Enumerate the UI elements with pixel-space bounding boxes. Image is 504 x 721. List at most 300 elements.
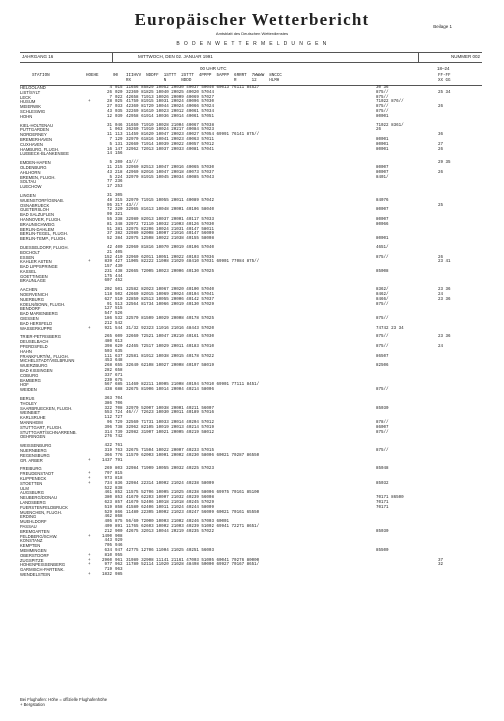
station-hoehe: 91 bbox=[106, 302, 112, 307]
station-hoehe: 77 bbox=[106, 180, 112, 185]
station-name: BREMEN, FLUGH. bbox=[20, 174, 56, 180]
station-name: HAHN bbox=[20, 348, 32, 354]
mountain-mark: + bbox=[88, 458, 91, 463]
station-data: 32260 81610 10023 20012 40061 57034 bbox=[126, 109, 214, 114]
station-hoehe: 547 bbox=[104, 312, 112, 317]
col-fff: FF-FF bbox=[438, 74, 451, 78]
station-hoehe: 503 bbox=[104, 349, 112, 354]
station-name: NUERBURG bbox=[20, 296, 44, 302]
station-name: EMDEN-HAFEN bbox=[20, 160, 51, 166]
station-name: HANNOVER, FLUGH. bbox=[20, 216, 62, 222]
station-name: MUEHLDORF bbox=[20, 519, 47, 525]
station-fff: 70171 bbox=[376, 505, 389, 510]
station-name: WEIDEN bbox=[20, 387, 37, 393]
station-name: KOELN/BONN, FLUGH. bbox=[20, 301, 66, 307]
station-number: 444 bbox=[115, 274, 123, 279]
report-subtitle: Amtsblatt des Deutschen Wetterdienstes bbox=[215, 31, 289, 36]
zeit-label: 00 UHR UTC bbox=[200, 66, 227, 71]
station-number: 510 bbox=[115, 297, 123, 302]
station-hoehe: 529 bbox=[104, 510, 112, 515]
station-number: 338 bbox=[115, 217, 123, 222]
station-group bbox=[20, 161, 482, 190]
station-number: 891 bbox=[115, 524, 123, 529]
station-hoehe: 51 bbox=[106, 227, 112, 232]
divider bbox=[418, 53, 419, 62]
station-fff: 71022 8361/ bbox=[376, 123, 404, 128]
station-hoehe: 152 bbox=[104, 255, 112, 260]
station-number: 035 bbox=[115, 109, 123, 114]
station-hoehe: 269 bbox=[104, 467, 112, 472]
station-number: 742 bbox=[115, 435, 123, 440]
station-fff: 875// bbox=[376, 448, 389, 453]
mountain-mark: + bbox=[88, 563, 91, 568]
station-name: OSNABRUECK bbox=[20, 202, 50, 208]
station-hoehe: 37 bbox=[106, 232, 112, 237]
station-data: 42465 72517 10029 20011 40183 57010 bbox=[126, 345, 214, 350]
station-data: 32564 81734 10066 20019 40130 57029 bbox=[126, 302, 214, 307]
station-rr: 25 34 bbox=[438, 90, 451, 95]
station-number: 858 bbox=[115, 505, 123, 510]
station-hoehe: 380 bbox=[104, 496, 112, 501]
station-fff: 80001 bbox=[376, 114, 389, 119]
station-number: 704 bbox=[115, 397, 123, 402]
station-hoehe: 52 bbox=[106, 237, 112, 242]
station-name: HAMBURG, FLUGH. bbox=[20, 146, 60, 152]
station-fff: 875// bbox=[376, 302, 389, 307]
station-data: 32970 61816 10041 20023 40063 57011 bbox=[126, 137, 214, 142]
station-data: 11005 82222 11008 21029 48410 57031 69901 77084 875// bbox=[126, 260, 260, 265]
station-name: STOETTEN bbox=[20, 480, 43, 486]
station-fff: 80001 bbox=[376, 147, 389, 152]
station-data: 56/60 72000 10003 21002 40246 57003 60001 bbox=[126, 520, 230, 525]
station-hoehe: 4 bbox=[109, 86, 112, 90]
station-data: 32982 31907 10021 20005 40219 58012 bbox=[126, 430, 214, 435]
station-rr: 36 bbox=[438, 133, 444, 138]
station-number: 685 bbox=[115, 383, 123, 388]
station-fff: 80066 bbox=[376, 222, 389, 227]
station-hoehe: 522 bbox=[104, 486, 112, 491]
station-name: WUENSTORF/OSNAB. bbox=[20, 197, 64, 203]
station-number: 542 bbox=[115, 321, 123, 326]
station-number: 857 bbox=[115, 500, 123, 505]
station-fff: 875// bbox=[376, 95, 389, 100]
station-name: BRAUNLAGE bbox=[20, 278, 46, 284]
table-row bbox=[20, 152, 482, 157]
station-name: NUERNBERG bbox=[20, 447, 47, 453]
station-hoehe: 265 bbox=[104, 335, 112, 340]
station-data: 11459 81620 10047 20023 40027 57054 69991 76141 875// bbox=[126, 133, 260, 138]
station-name: WEISSENBURG bbox=[20, 443, 52, 449]
station-name: WENDELSTEIN bbox=[20, 571, 51, 577]
station-name: OLDENBURG bbox=[20, 164, 47, 170]
station-number: 315 bbox=[115, 198, 123, 203]
station-hoehe: 268 bbox=[104, 364, 112, 369]
col-nr: 00 bbox=[113, 74, 119, 78]
station-name: MANNHEIM bbox=[20, 420, 43, 425]
station-number: 815 bbox=[115, 472, 123, 477]
station-hoehe: 438 bbox=[104, 388, 112, 393]
station-name: BAMBERG bbox=[20, 377, 41, 383]
station-data: 42360 81720 10044 20024 40066 57024 bbox=[126, 105, 214, 110]
station-number: 405 bbox=[115, 250, 123, 255]
station-fff: 875// bbox=[376, 255, 389, 260]
station-data: 32560 71731 10033 20014 40204 57012 bbox=[126, 421, 214, 425]
station-name: LUECHOW bbox=[20, 184, 42, 190]
station-data: 41580 62406 10011 21024 40244 58009 bbox=[126, 505, 214, 510]
station-number: 853 bbox=[115, 496, 123, 501]
station-number: 900 bbox=[115, 529, 123, 534]
station-data: 32582 82023 10067 20020 40100 57040 bbox=[126, 288, 214, 293]
station-fff: 70171 86500 bbox=[376, 496, 404, 501]
station-hoehe: 175 bbox=[104, 274, 112, 279]
station-hoehe: 1490 bbox=[101, 534, 112, 539]
station-data: 32970 81915 10045 20034 40085 57043 bbox=[126, 175, 214, 180]
station-hoehe: 231 bbox=[104, 269, 112, 274]
station-number: 253 bbox=[115, 185, 123, 190]
station-data: 32960 62011 10051 20022 40103 57036 bbox=[126, 255, 214, 260]
station-fff: 8462/ bbox=[376, 293, 389, 298]
station-hoehe: 99 bbox=[106, 213, 112, 218]
station-number: 635 bbox=[115, 349, 123, 354]
station-hoehe: 921 bbox=[104, 326, 112, 331]
station-hoehe: 48 bbox=[106, 198, 112, 203]
station-number: 729 bbox=[115, 421, 123, 425]
station-hoehe: 212 bbox=[104, 321, 112, 326]
station-rr: 29 35 bbox=[438, 161, 451, 166]
station-data: 32960 81816 10070 20019 40106 57040 bbox=[126, 245, 214, 250]
station-number: 706 bbox=[115, 401, 123, 406]
station-number: 648 bbox=[115, 359, 123, 364]
table-row bbox=[20, 237, 482, 242]
station-data: 32640 62108 10027 20008 40197 58019 bbox=[126, 364, 214, 369]
station-hoehe: 1832 bbox=[101, 572, 112, 577]
station-number: 655 bbox=[115, 364, 123, 369]
station-hoehe: 127 bbox=[104, 307, 112, 312]
station-data: 32660 72521 10047 20210 40161 57030 bbox=[126, 335, 214, 340]
station-hoehe: 5 bbox=[109, 142, 112, 147]
station-fff: 85030 bbox=[376, 529, 389, 534]
station-fff: 82506 bbox=[376, 364, 389, 369]
station-number: 131 bbox=[115, 142, 123, 147]
station-number: 224 bbox=[115, 175, 123, 180]
station-rr: 23 36 bbox=[438, 335, 451, 340]
station-number: 502 bbox=[115, 293, 123, 298]
station-name: KASSEL bbox=[20, 268, 37, 274]
station-name: SAARBRUECKEN, FLUGH. bbox=[20, 405, 73, 411]
station-data: 32960 82513 10047 20016 40065 57030 bbox=[126, 165, 214, 170]
station-name: NOERVENICH bbox=[20, 292, 48, 298]
table-row bbox=[20, 115, 482, 120]
station-number: 410 bbox=[115, 255, 123, 260]
station-name: GIESSEN bbox=[20, 316, 39, 322]
station-hoehe: 111 bbox=[104, 354, 112, 359]
station-hoehe: 16 bbox=[106, 147, 112, 152]
station-name: OEHRINGEN bbox=[20, 434, 46, 440]
mountain-mark: + bbox=[88, 481, 91, 486]
station-number: 875 bbox=[115, 520, 123, 525]
station-name: GR. ARBER bbox=[20, 457, 43, 463]
station-rr: 23 36 bbox=[438, 288, 451, 293]
station-hoehe: 14 bbox=[106, 152, 112, 157]
station-name: BRAUNSCHWEIG bbox=[20, 221, 55, 227]
station-name: LINGEN bbox=[20, 192, 36, 198]
station-number: 963 bbox=[115, 568, 123, 573]
station-name: MUENCHEN, FLUGH. bbox=[20, 509, 62, 515]
station-number: 063 bbox=[115, 128, 123, 133]
table-row bbox=[20, 459, 482, 464]
station-number: 671 bbox=[115, 373, 123, 378]
station-data: 32581 81912 10038 20015 40178 57022 bbox=[126, 354, 214, 359]
station-data: 11656 85829 10052 20030 40037 50040 60013 76111 84527 bbox=[126, 86, 260, 90]
station-data: 32570 81509 10029 20008 40178 57025 bbox=[126, 317, 214, 322]
station-data: 32980 82013 10037 20001 40117 57033 bbox=[126, 217, 214, 222]
station-data: 11460 82211 10005 21008 40194 57010 69901 77111 8451/ bbox=[126, 383, 260, 388]
station-name: BAD KISSINGEN bbox=[20, 368, 53, 374]
table-row bbox=[20, 388, 482, 393]
station-hoehe: 7 bbox=[109, 95, 112, 100]
station-number: 961 bbox=[115, 558, 123, 563]
station-number: 200 bbox=[115, 161, 123, 166]
station-data: 41670 52406 10018 21018 40245 57029 bbox=[126, 500, 214, 505]
station-hoehe: 396 bbox=[104, 425, 112, 430]
station-group bbox=[20, 288, 482, 331]
station-group bbox=[20, 467, 482, 577]
station-fff: 875// bbox=[376, 105, 389, 110]
station-name: KIEL-HOLTENAU bbox=[20, 122, 53, 128]
station-fff: 80007 bbox=[376, 170, 389, 175]
station-name: AHLHORN bbox=[20, 169, 41, 175]
station-hoehe: 973 bbox=[104, 476, 112, 481]
station-name: BERLIN-TEGEL, FLUGH. bbox=[20, 231, 68, 237]
station-number: 532 bbox=[115, 317, 123, 322]
station-fff: 70171 bbox=[376, 500, 389, 505]
station-hoehe: 5 bbox=[109, 175, 112, 180]
station-rr: 26 bbox=[438, 255, 444, 260]
station-fff: 86007 bbox=[376, 425, 389, 430]
station-hoehe: 1437 bbox=[101, 458, 112, 463]
station-hoehe: 11 bbox=[106, 133, 112, 138]
station-number: 727 bbox=[115, 416, 123, 421]
station-hoehe: 453 bbox=[104, 359, 112, 364]
station-name: NORDERNEY bbox=[20, 132, 47, 138]
station-number: 908 bbox=[115, 534, 123, 539]
station-hoehe: 462 bbox=[104, 515, 112, 520]
station-name: STUTTGART, FLUGH. bbox=[20, 424, 63, 430]
station-number: 384 bbox=[115, 237, 123, 242]
station-number: 675 bbox=[115, 378, 123, 383]
station-data: 32675 81906 10014 20004 40214 58006 bbox=[126, 388, 214, 393]
station-data: 11575 52706 10005 21025 40238 58006 69975 70161 85100 bbox=[126, 491, 260, 496]
station-number: 022 bbox=[115, 95, 123, 100]
station-number: 400 bbox=[115, 245, 123, 250]
station-number: 321 bbox=[115, 213, 123, 218]
station-data: 32980 82008 10007 21016 40147 56009 bbox=[126, 232, 214, 237]
station-name: GUETERSLOH bbox=[20, 207, 49, 213]
station-name: BAD LIPPSPRINGE bbox=[20, 264, 58, 270]
station-fff: 875// bbox=[376, 335, 389, 340]
station-number: 025 bbox=[115, 100, 123, 105]
station-name: BOCHOLT bbox=[20, 249, 40, 255]
station-table bbox=[20, 86, 482, 582]
station-number: 838 bbox=[115, 486, 123, 491]
station-rr: 26 bbox=[438, 105, 444, 110]
station-hoehe: 31 bbox=[106, 123, 112, 128]
station-fff: 878// bbox=[376, 421, 389, 425]
station-name: ZUGSPITZE bbox=[20, 557, 44, 563]
station-number: 147 bbox=[115, 147, 123, 152]
station-number: 317 bbox=[115, 203, 123, 208]
station-data: 32972 72110 10032 21003 40126 57030 bbox=[126, 222, 214, 227]
station-number: 791 bbox=[115, 458, 123, 463]
station-hoehe: 27 bbox=[106, 105, 112, 110]
station-number: 985 bbox=[115, 572, 123, 577]
station-group bbox=[20, 444, 482, 463]
jahrgang: JAHRGANG 16 bbox=[22, 54, 54, 59]
station-hoehe: 797 bbox=[104, 472, 112, 477]
station-data: 11480 22305 10002 21023 40247 56009 60021 70161 65550 bbox=[126, 510, 260, 515]
station-name: FRANKFURT/M., FLUGH. bbox=[20, 353, 69, 359]
station-number: 218 bbox=[115, 170, 123, 175]
station-hoehe: 366 bbox=[104, 453, 112, 458]
footnote-line: + Bergstation bbox=[20, 702, 45, 707]
station-data: 31989 32908 11141 21161 47003 51005 60041 70276 80000 bbox=[126, 558, 260, 563]
station-rr: 26 bbox=[438, 147, 444, 152]
station-rr: 37 bbox=[438, 558, 444, 563]
table-row bbox=[20, 435, 482, 440]
station-number: 708 bbox=[115, 406, 123, 411]
station-name: HUSUM bbox=[20, 99, 36, 105]
station-name: PFERDSFELD bbox=[20, 344, 48, 350]
station-name: BAD HERSFELD bbox=[20, 320, 53, 326]
station-fff: 875// bbox=[376, 388, 389, 393]
station-hoehe: 282 bbox=[104, 369, 112, 374]
station-name: HOF bbox=[20, 382, 29, 388]
station-name: KAHLER ASTEN bbox=[20, 259, 52, 265]
station-data: 11570 62003 10001 20002 40230 58006 60021 70287 86550 bbox=[126, 453, 260, 458]
nummer: NUMMER 002 bbox=[450, 54, 480, 59]
station-data: 32962 82105 10019 20013 40214 57019 bbox=[126, 425, 214, 430]
station-name: FUERSTENFELDBRUCK bbox=[20, 504, 68, 510]
station-data: 41750 81915 10031 20024 40096 57030 bbox=[126, 100, 214, 105]
station-hoehe: 28 bbox=[106, 100, 112, 105]
station-hoehe: 337 bbox=[104, 373, 112, 378]
station-fff: 80001 bbox=[376, 137, 389, 142]
table-row bbox=[20, 185, 482, 190]
station-number: 515 bbox=[115, 307, 123, 312]
station-group bbox=[20, 335, 482, 393]
section-heading: B O D E N W E T T E R M E L D U N G E N bbox=[176, 41, 328, 47]
station-fff: 85500 bbox=[376, 548, 389, 553]
station-name: COBURG bbox=[20, 372, 39, 378]
station-number: 946 bbox=[115, 544, 123, 549]
report-title: Europäischer Wetterbericht bbox=[134, 10, 370, 29]
station-name: FREIBURG bbox=[20, 466, 42, 472]
station-fff: 80001 bbox=[376, 142, 389, 147]
station-hoehe: 810 bbox=[104, 553, 112, 558]
station-data: 11765 62603 10002 21003 40239 51002 69941 72271 8651/ bbox=[126, 524, 260, 529]
station-name: PUTTGARDEN bbox=[20, 127, 49, 133]
station-rr: 27 bbox=[438, 142, 444, 147]
divider bbox=[112, 53, 113, 62]
station-number: 658 bbox=[115, 369, 123, 374]
divider bbox=[20, 62, 482, 63]
station-name: REGENSBURG bbox=[20, 452, 50, 458]
station-data: 32360 81825 10040 20025 40020 57044 bbox=[126, 90, 214, 95]
station-hoehe: 26 bbox=[106, 90, 112, 95]
station-hoehe: 42 bbox=[106, 245, 112, 250]
station-group bbox=[20, 86, 482, 120]
station-name: NEUBERG/DONAU bbox=[20, 495, 57, 501]
station-fff: 80007 bbox=[376, 165, 389, 170]
station-number: 637 bbox=[115, 354, 123, 359]
station-fff: 30 36 bbox=[376, 86, 389, 90]
station-name: MICHELSTADT/VIELBRUNN bbox=[20, 358, 75, 364]
station-number: 381 bbox=[115, 227, 123, 232]
station-name: BAD MARIENBERG bbox=[20, 311, 58, 317]
station-number: 803 bbox=[115, 467, 123, 472]
station-name: SCHLESWIG bbox=[20, 108, 46, 114]
station-data: 42675 32013 10044 20219 40235 57022 bbox=[126, 529, 214, 534]
station-hoehe: 705 bbox=[104, 544, 112, 549]
station-number: 868 bbox=[115, 515, 123, 520]
station-name: HOHN bbox=[20, 113, 33, 119]
station-name: DEUSELBACH bbox=[20, 339, 49, 345]
station-name: KONSTANZ bbox=[20, 538, 43, 544]
station-hoehe: 461 bbox=[104, 491, 112, 496]
station-hoehe: 386 bbox=[104, 401, 112, 406]
station-number: 609 bbox=[115, 335, 123, 340]
station-name: LECK bbox=[20, 94, 31, 100]
station-hoehe: 11 bbox=[106, 165, 112, 170]
station-hoehe: 17 bbox=[106, 185, 112, 190]
station-number: 113 bbox=[115, 133, 123, 138]
station-data: 32984 71909 10055 20032 40225 57023 bbox=[126, 467, 214, 472]
station-name: BERUS bbox=[20, 396, 35, 402]
station-number: 236 bbox=[115, 180, 123, 185]
station-hoehe: 118 bbox=[104, 293, 112, 298]
station-fff: 875// bbox=[376, 430, 389, 435]
mountain-mark: + bbox=[88, 326, 91, 331]
station-data: 32850 82513 10055 20006 40142 57037 bbox=[126, 297, 214, 302]
station-name: MEIERWIK bbox=[20, 104, 42, 110]
station-fff: 80007 bbox=[376, 217, 389, 222]
col-station: STATION bbox=[32, 74, 50, 78]
station-data: 32675 71504 10022 20007 40233 57015 bbox=[126, 448, 214, 453]
station-group bbox=[20, 246, 482, 284]
station-hoehe: 839 bbox=[104, 260, 112, 265]
station-hoehe: 319 bbox=[104, 448, 112, 453]
station-data: 32965 81613 10048 20001 40106 58040 bbox=[126, 208, 214, 213]
station-number: 866 bbox=[115, 510, 123, 515]
mountain-mark: + bbox=[88, 558, 91, 563]
station-data: 32665 72005 10023 20006 40130 57025 bbox=[126, 269, 214, 274]
station-number: 613 bbox=[115, 340, 123, 345]
station-rr: 32 bbox=[438, 563, 444, 568]
station-name: AACHEN bbox=[20, 287, 38, 293]
station-name: BREMGARTEN bbox=[20, 528, 50, 534]
station-hoehe: 212 bbox=[104, 529, 112, 534]
station-name: WUERZBURG bbox=[20, 363, 48, 369]
station-name: LUEBECK-BLANKENSEE bbox=[20, 151, 69, 157]
station-fff: 80001 bbox=[376, 237, 389, 242]
station-name: KARLSRUHE bbox=[20, 415, 46, 421]
station-number: 039 bbox=[115, 114, 123, 119]
station-name: AUGSBURG bbox=[20, 490, 44, 496]
station-number: 430 bbox=[115, 265, 123, 270]
datum: MITTWOCH, DEN 02. JANUAR 1991 bbox=[138, 54, 213, 59]
station-fff: 875// bbox=[376, 109, 389, 114]
station-number: 382 bbox=[115, 232, 123, 237]
